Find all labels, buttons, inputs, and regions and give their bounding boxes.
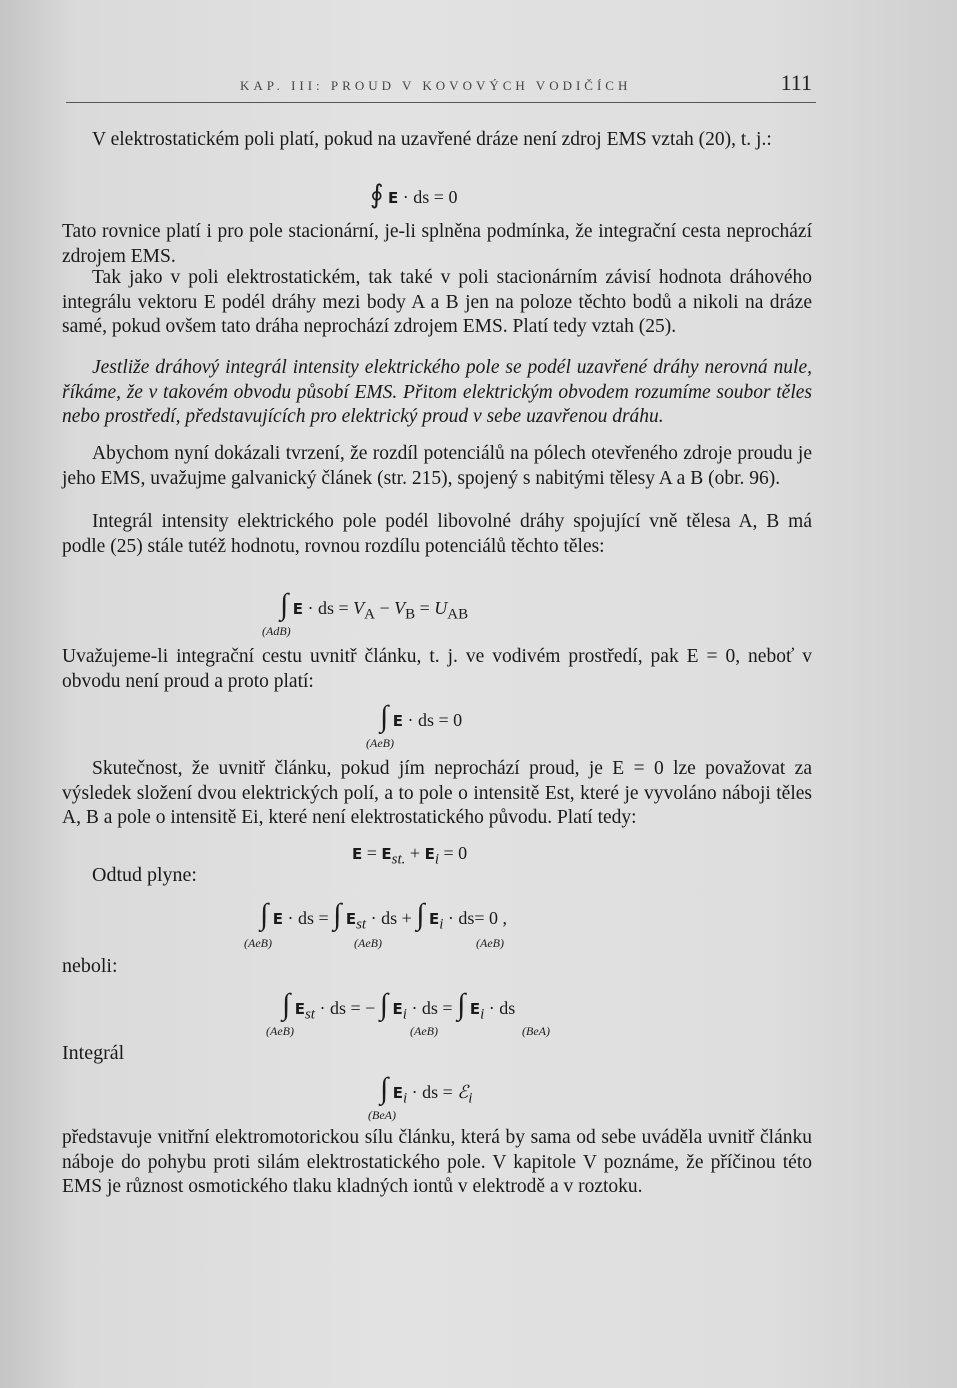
paragraph-2: Tato rovnice platí i pro pole stacionární, je-li splněna podmínka, že integrační cesta neprochází zdrojem EMS. xyxy=(62,221,812,267)
equation-6-limit-3: (BeA) xyxy=(522,1024,550,1038)
paragraph-1: V elektrostatickém poli platí, pokud na uzavřené dráze není zdroj EMS vztah (20), t. j.: xyxy=(92,129,772,150)
equation-emf-definition: ∫ $E_i$ · ds = ℰ$_i$ xyxy=(380,1072,473,1107)
equation-3-limit: (AeB) xyxy=(366,736,394,750)
paragraph-4: Jestliže dráhový integrál intensity elektrického pole se podél uzavřené dráhy nerovná nule, říkáme, že v takovém obvodu působí EMS. Přitom elektrickým obvodem rozumíme soubor těles nebo prostředí, představujících pro elektrický proud v sebe uzavřenou dráhu. xyxy=(62,357,812,427)
equation-7-limit: (BeA) xyxy=(368,1108,396,1122)
equation-2-limit: (AdB) xyxy=(262,624,291,638)
paragraph-9: představuje vnitřní elektromotorickou sílu článku, která by sama od sebe uváděla uvnitř článku náboje do pohybu proti silám elektrostatického pole. V kapitole V poznáme, že příčinou této EMS je různost osmotického tlaku kladných iontů v elektrodě a v roztoku. xyxy=(62,1127,812,1197)
equation-inner-integral: ∫ E · ds = 0 xyxy=(380,700,463,733)
equation-6-limit-1: (AeB) xyxy=(266,1024,294,1038)
page-header xyxy=(66,72,816,103)
label-odtud-plyne: Odtud plyne: xyxy=(92,864,197,886)
equation-split-integral: ∫ E · ds = ∫ $E_{st}$ · ds + ∫ $E_i \cdot ds= 0$ , xyxy=(260,898,508,933)
page-number: 111 xyxy=(780,70,812,95)
equation-field-sum: $E = E_{st.} + E_i = 0$ xyxy=(352,843,468,868)
equation-potential-difference: ∫ E · ds = $V_A - V_B = U_{AB}$ xyxy=(280,588,469,623)
equation-5-limit-3: (AeB) xyxy=(476,936,504,950)
paragraph-3: Tak jako v poli elektrostatickém, tak také v poli stacionárním závisí hodnota dráhového integrálu vektoru E podél dráhy mezi body A a B jen na poloze těchto bodů a nikoli na dráze samé, pokud ovšem tato dráha neprochází zdrojem EMS. Platí tedy vztah (25). xyxy=(62,267,812,337)
equation-5-limit-2: (AeB) xyxy=(354,936,382,950)
equation-closed-integral: ∮ E · ds = 0 xyxy=(370,180,458,209)
paragraph-7: Uvažujeme-li integrační cestu uvnitř článku, t. j. ve vodivém prostředí, pak E = 0, neboť v obvodu není proud a proto platí: xyxy=(62,646,812,692)
paragraph-5: Abychom nyní dokázali tvrzení, že rozdíl potenciálů na pólech otevřeného zdroje proudu je jeho EMS, uvažujme galvanický článek (str. 215), spojený s nabitými tělesy A a B (obr. 96). xyxy=(62,443,812,489)
running-head: KAP. III: PROUD V KOVOVÝCH VODIČÍCH xyxy=(240,78,632,93)
paragraph-6: Integrál intensity elektrického pole podél libovolné dráhy spojující vně tělesa A, B má podle (25) stále tutéž hodnotu, rovnou rozdílu potenciálů těchto těles: xyxy=(62,511,812,557)
equation-6-limit-2: (AeB) xyxy=(410,1024,438,1038)
equation-5-limit-1: (AeB) xyxy=(244,936,272,950)
equation-reverse-path: ∫ $E_{st}$ · ds = − ∫ $E_i$ · ds = ∫ $E_i$ · ds xyxy=(282,988,516,1023)
paragraph-8: Skutečnost, že uvnitř článku, pokud jím neprochází proud, je E = 0 lze považovat za výsledek složení dvou elektrických polí, a to pole o intensitě Est, které je vyvoláno náboji těles A, B a pole o intensitě Ei, které není elektrostatického původu. Platí tedy: xyxy=(62,758,812,828)
label-neboli: neboli: xyxy=(62,955,118,977)
label-integral: Integrál xyxy=(62,1042,125,1064)
